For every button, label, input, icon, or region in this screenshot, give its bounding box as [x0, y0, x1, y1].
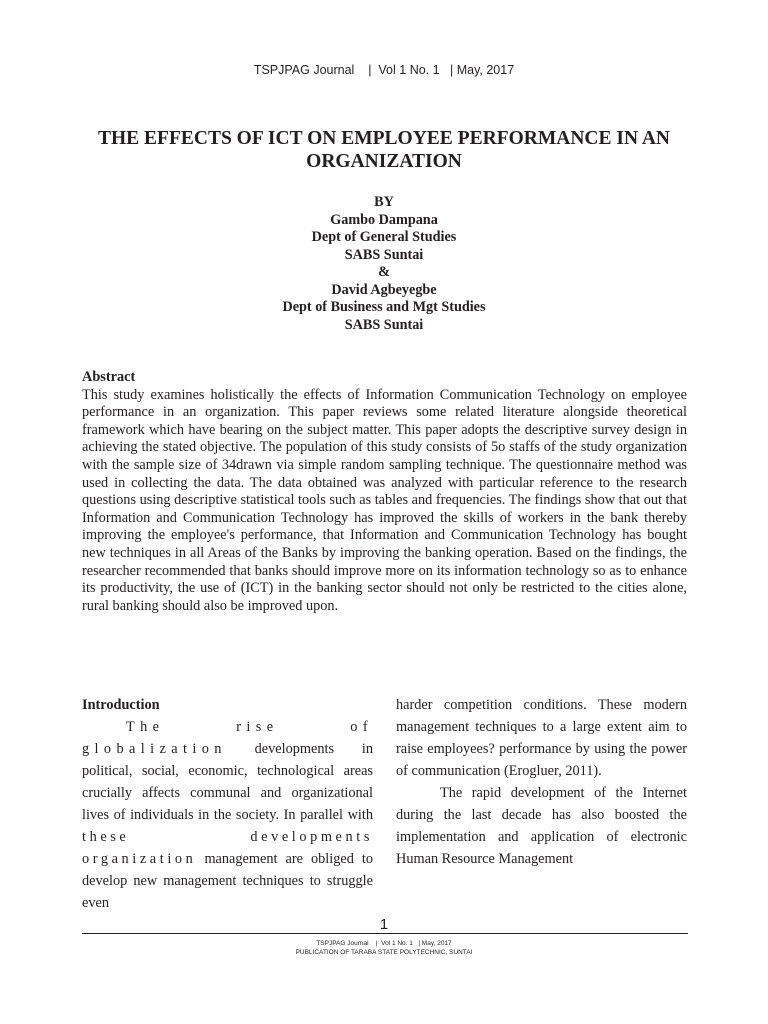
introduction-right-column [396, 694, 687, 870]
introduction-heading: Introduction [82, 697, 160, 713]
footer-divider [82, 933, 688, 934]
right-column-paragraph-2: The rapid development of the Internet during the last decade has also boosted the implementation and application of electronic Human Resource Management [396, 785, 687, 867]
abstract-heading: Abstract [82, 369, 136, 385]
author-2-department: Dept of Business and Mgt Studies [282, 299, 486, 315]
running-head: TSPJPAG Journal | Vol 1 No. 1 | May, 2017 [253, 63, 515, 77]
author-block [82, 194, 686, 334]
author-1-name: Gambo Dampana [330, 211, 438, 228]
author-1-department: Dept of General Studies [311, 229, 457, 245]
introduction-first-line: The rise of globalization [82, 719, 373, 757]
footer-journal-line: TSPJPAG Journal | Vol 1 No. 1 | May, 2017 [316, 940, 452, 947]
introduction-spaced-line: these developments organization [82, 829, 373, 867]
right-column-paragraph-1: harder competition conditions. These modern management techniques to a large extent aim to raise employees? performance by using the power of communication (Erogluer, 2011). [396, 697, 687, 779]
introduction-paragraph [82, 716, 373, 914]
paper-title: THE EFFECTS OF ICT ON EMPLOYEE PERFORMANCE IN AN ORGANIZATION [97, 128, 671, 172]
by-label: BY [374, 194, 394, 210]
author-2-institution: SABS Suntai [344, 316, 424, 333]
footer-publisher-line: PUBLICATION OF TARABA STATE POLYTECHNIC, SUNTAI [295, 949, 473, 956]
abstract-body: This study examines holistically the effects of Information Communication Technology on employee performance in an organization. This paper reviews some related literature alongside theoretical framework which have bearing on the subject matter. This paper adopts the descriptive survey design in achieving the stated objective. The population of this study consists of 5o staffs of the study organization with the sample size of 34drawn via simple random sampling technique. The questionnaire method was used in collecting the data. The data obtained was analyzed with particular reference to the research questions using descriptive statistical tools such as tables and frequencies. The findings show that out that Information and Communication Technology has improved the skills of workers in the bank thereby improving the employee's performance, that Information and Communication Technology has bought new techniques in all Areas of the Banks by improving the banking operation. Based on the findings, the researcher recommended that banks should improve more on its information technology so as to enhance its productivity, the use of (ICT) in the banking sector should not only be restricted to the cities alone, rural banking should also be improved upon. [82, 386, 687, 614]
author-ampersand: & [378, 264, 390, 280]
introduction-left-column [82, 694, 373, 914]
introduction-text: developments in political, social, economic, technological areas crucially affects communal and organizational lives of individuals in the society. In parallel with [82, 741, 373, 823]
introduction-text-end: management are obliged to develop new management techniques to struggle even [82, 851, 373, 911]
author-2-name: David Agbeyegbe [331, 281, 437, 298]
page-footer [0, 939, 768, 957]
abstract-section [82, 369, 687, 615]
author-1-institution: SABS Suntai [344, 246, 424, 263]
page-number: 1 [379, 916, 389, 933]
